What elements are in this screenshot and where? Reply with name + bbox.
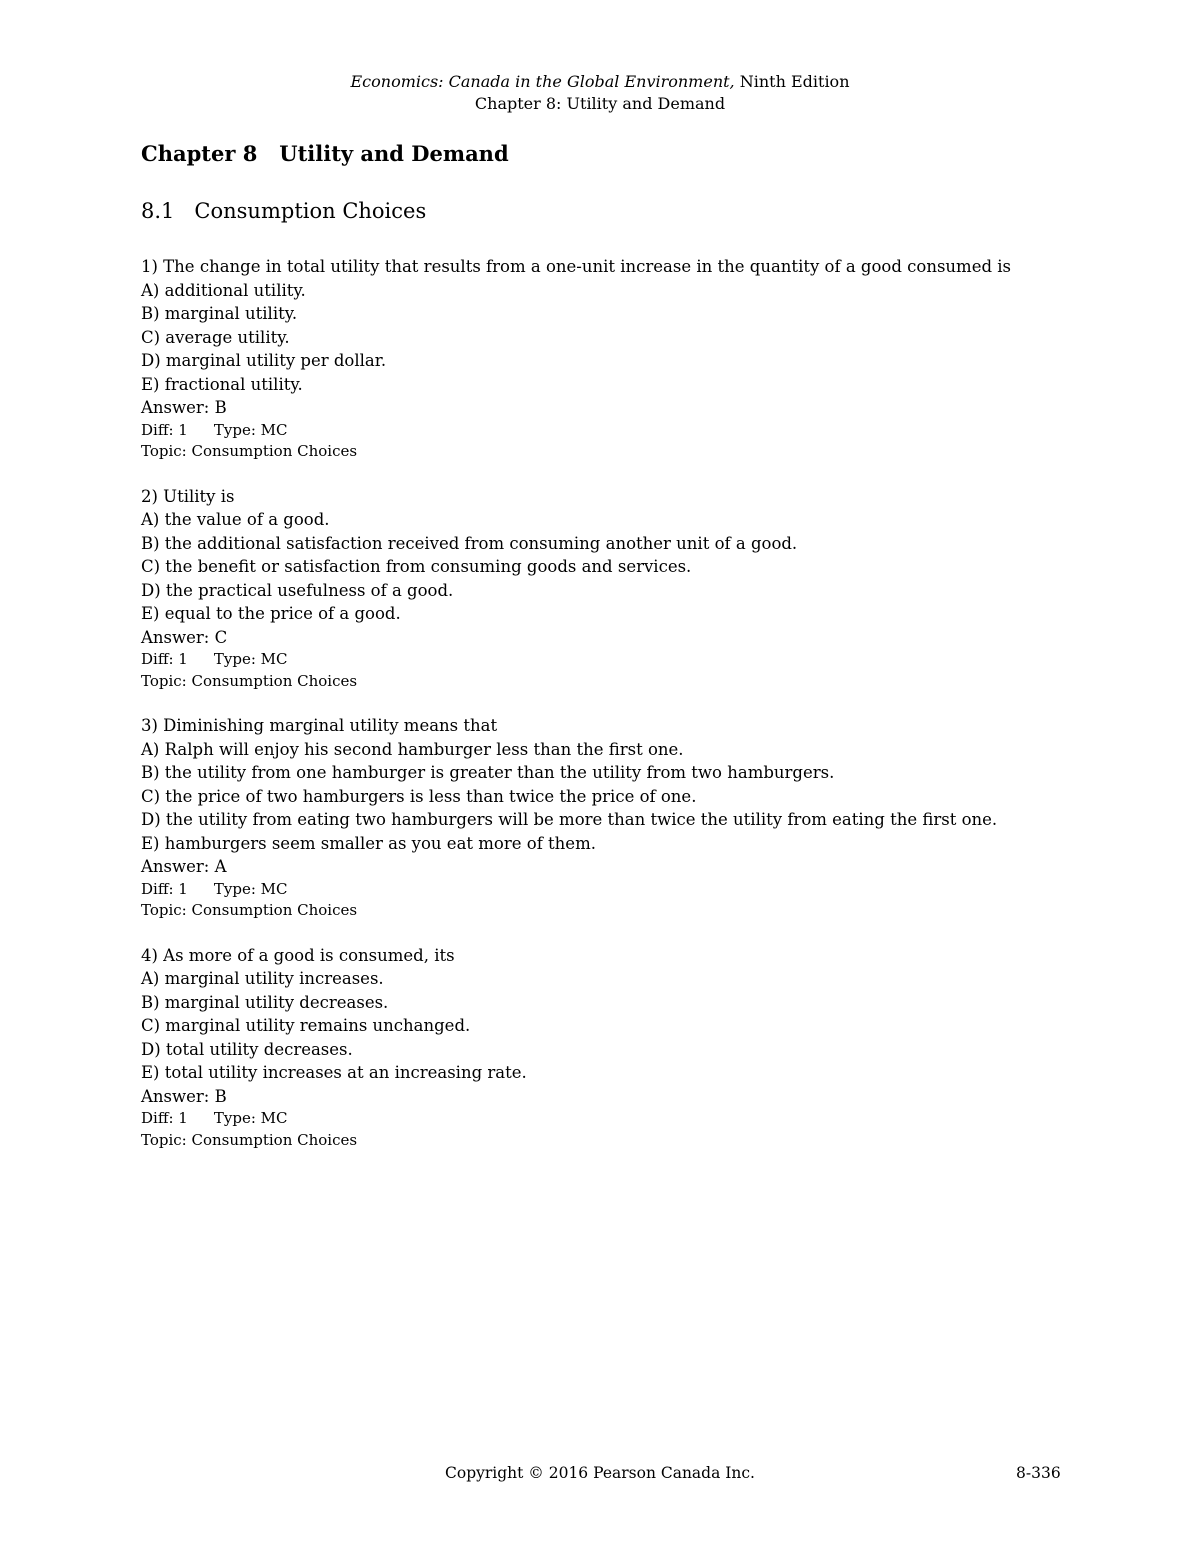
- option-e: E) hamburgers seem smaller as you eat more of them.: [141, 833, 596, 853]
- difficulty: Diff: 1: [141, 650, 188, 668]
- option-b: B) marginal utility decreases.: [141, 992, 389, 1012]
- topic: Topic: Consumption Choices: [141, 442, 358, 460]
- difficulty: Diff: 1: [141, 879, 188, 898]
- question-type: Type: MC: [213, 1109, 288, 1127]
- option-c: C) average utility.: [141, 327, 290, 347]
- question-stem: 1) The change in total utility that results from a one-unit increase in the quantity of a good consumed is: [141, 257, 1012, 276]
- chapter-title: Chapter 8 Utility and Demand: [141, 141, 509, 166]
- topic: Topic: Consumption Choices: [141, 1130, 358, 1149]
- diff-type-line: [141, 879, 1101, 901]
- question-2: [141, 485, 1101, 693]
- option-e: E) equal to the price of a good.: [141, 604, 401, 623]
- option-a: A) marginal utility increases.: [141, 969, 384, 988]
- topic: Topic: Consumption Choices: [141, 671, 358, 690]
- question-type: Type: MC: [213, 879, 288, 898]
- option-d: D) marginal utility per dollar.: [141, 351, 387, 370]
- question-stem: 4) As more of a good is consumed, its: [141, 945, 455, 965]
- option-b: B) marginal utility.: [141, 304, 298, 323]
- difficulty: Diff: 1: [141, 420, 188, 439]
- question-type: Type: MC: [213, 650, 288, 668]
- header-book-title: Economics: Canada in the Global Environment,: [350, 72, 735, 91]
- answer: Answer: B: [141, 398, 227, 417]
- option-e: E) fractional utility.: [141, 374, 303, 394]
- option-b: B) the utility from one hamburger is greater than the utility from two hamburgers.: [141, 763, 835, 782]
- question-stem: 2) Utility is: [141, 486, 235, 506]
- option-b: B) the additional satisfaction received from consuming another unit of a good.: [141, 533, 798, 553]
- page-number: 8-336: [1016, 1464, 1061, 1482]
- diff-type-line: [141, 420, 1101, 442]
- option-a: A) the value of a good.: [141, 510, 330, 529]
- header-edition: Ninth Edition: [734, 72, 850, 91]
- topic: Topic: Consumption Choices: [141, 901, 358, 919]
- option-a: A) additional utility.: [141, 280, 306, 300]
- option-c: C) marginal utility remains unchanged.: [141, 1016, 471, 1035]
- difficulty: Diff: 1: [141, 1109, 188, 1127]
- question-3: [141, 714, 1101, 922]
- section-title: 8.1 Consumption Choices: [141, 199, 427, 223]
- answer: Answer: A: [141, 857, 227, 876]
- question-type: Type: MC: [213, 420, 288, 439]
- option-d: D) the practical usefulness of a good.: [141, 580, 454, 600]
- option-e: E) total utility increases at an increasing rate.: [141, 1063, 527, 1082]
- option-a: A) Ralph will enjoy his second hamburger less than the first one.: [141, 739, 684, 759]
- question-4: [141, 944, 1101, 1152]
- running-header: [0, 71, 1200, 115]
- option-d: D) total utility decreases.: [141, 1039, 353, 1059]
- diff-type-line: [141, 1108, 1101, 1130]
- answer: Answer: C: [141, 627, 228, 647]
- copyright-notice: Copyright © 2016 Pearson Canada Inc.: [445, 1464, 755, 1482]
- question-list: [141, 255, 1101, 1173]
- question-1: [141, 255, 1101, 463]
- answer: Answer: B: [141, 1086, 227, 1106]
- option-d: D) the utility from eating two hamburgers will be more than twice the utility from eating the first one.: [141, 810, 998, 829]
- header-book-line: [0, 71, 1200, 93]
- header-chapter-line: Chapter 8: Utility and Demand: [474, 94, 726, 113]
- diff-type-line: [141, 649, 1101, 671]
- option-c: C) the benefit or satisfaction from consuming goods and services.: [141, 557, 692, 576]
- option-c: C) the price of two hamburgers is less than twice the price of one.: [141, 786, 697, 806]
- question-stem: 3) Diminishing marginal utility means that: [141, 716, 498, 735]
